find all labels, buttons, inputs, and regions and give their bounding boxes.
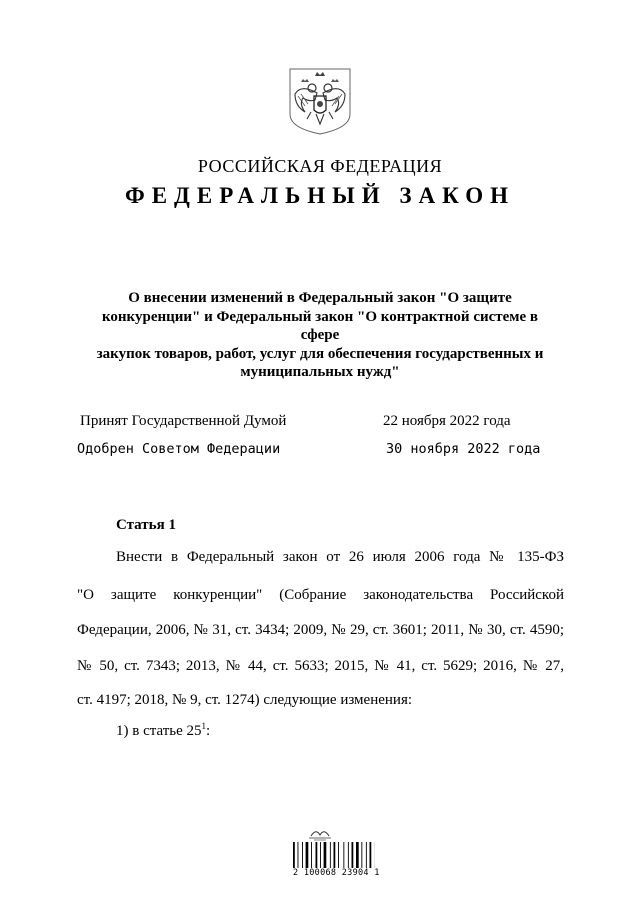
barcode-bar [330, 842, 331, 868]
duma-logo-icon [306, 826, 334, 842]
barcode-bar [320, 842, 321, 868]
barcode-bar [311, 842, 312, 868]
subject-line: О внесении изменений в Федеральный закон "О защите [128, 290, 512, 306]
approved-date: 30 ноября 2022 года [386, 441, 541, 457]
article-text-line: "О защите конкуренции" (Собрание законодательства Российской [77, 587, 564, 603]
barcode-bar [348, 842, 349, 868]
law-subject-heading [95, 289, 545, 382]
barcode-bar [343, 842, 344, 868]
barcode-bar [298, 842, 299, 868]
subject-line: муниципальных нужд" [240, 364, 400, 380]
article-text-line: Внести в Федеральный закон от 26 июля 2006 года № 135-ФЗ [116, 549, 564, 565]
article-item-superscript: 1 [201, 721, 207, 731]
article-title: Статья 1 [116, 517, 176, 533]
article-item [116, 723, 210, 740]
article-text-line: № 50, ст. 7343; 2013, № 44, ст. 5633; 2015, № 41, ст. 5629; 2016, № 27, [77, 658, 564, 674]
barcode-bar [306, 842, 309, 868]
adopted-by-duma-label: Принят Государственной Думой [80, 413, 287, 429]
article-text-line: ст. 4197; 2018, № 9, ст. 1274) следующие изменения: [77, 692, 413, 708]
article-text-line: Федерации, 2006, № 31, ст. 3434; 2009, № 29, ст. 3601; 2011, № 30, ст. 4590; [77, 622, 564, 638]
barcode-bar [334, 842, 336, 868]
barcode-bar [356, 842, 359, 868]
adopted-date: 22 ноября 2022 года [383, 413, 511, 429]
barcode-number: 2 100068 23904 1 [293, 868, 380, 878]
barcode-bar [316, 842, 318, 868]
article-item-text: 1) в статье 25 [116, 723, 202, 739]
barcode-bar [302, 842, 303, 868]
barcode [293, 842, 375, 868]
approved-by-council-label: Одобрен Советом Федерации [77, 441, 281, 457]
subject-line: конкуренции" и Федеральный закон "О контрактной системе в сфере [101, 308, 539, 343]
article-item-end: : [206, 723, 211, 739]
coat-of-arms-icon [287, 66, 353, 136]
barcode-bar [338, 842, 339, 868]
barcode-bar [366, 842, 367, 868]
barcode-bar [370, 842, 372, 868]
barcode-bar [361, 842, 362, 868]
country-title: РОССИЙСКАЯ ФЕДЕРАЦИЯ [197, 156, 443, 176]
barcode-bar [352, 842, 354, 868]
barcode-bar [293, 842, 295, 868]
document-type-title: ФЕДЕРАЛЬНЫЙ ЗАКОН [124, 183, 516, 208]
subject-line: закупок товаров, работ, услуг для обеспечения государственных и [96, 345, 544, 362]
barcode-bar [324, 842, 327, 868]
